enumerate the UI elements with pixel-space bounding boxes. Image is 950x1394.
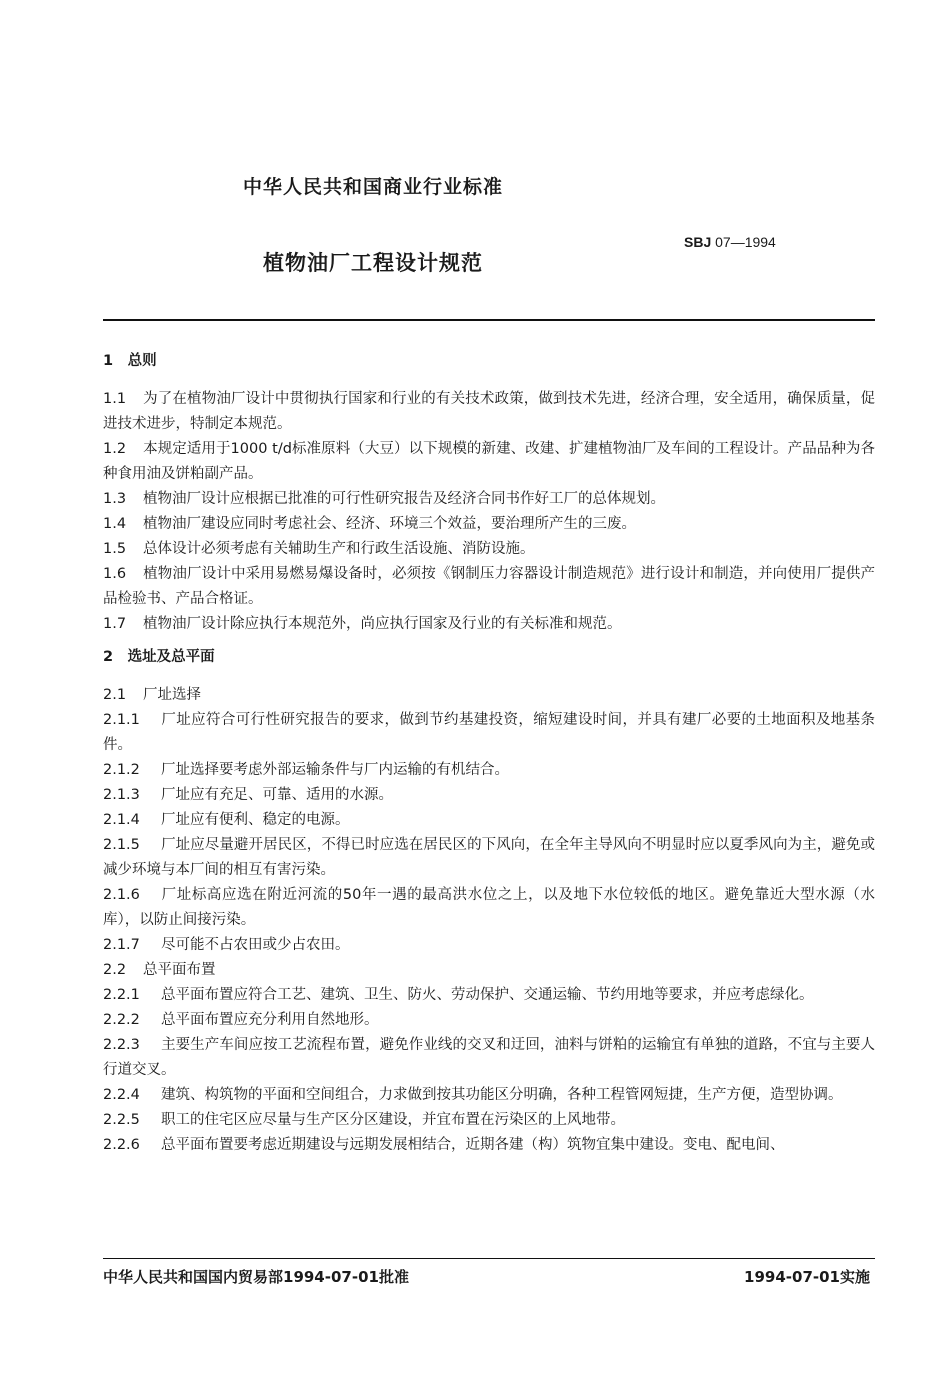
standard-code-prefix: SBJ <box>684 234 712 250</box>
clause <box>103 958 875 983</box>
clause <box>103 1108 875 1133</box>
clause <box>103 833 875 883</box>
section-1-clauses <box>103 387 875 637</box>
clause <box>103 808 875 833</box>
clause-text: 厂址应有便利、稳定的电源。 <box>161 812 350 828</box>
clause-text: 厂址应尽量避开居民区，不得已时应选在居民区的下风向，在全年主导风向不明显时应以夏季风向为主，避免或减少环境与本厂间的相互有害污染。 <box>103 837 875 878</box>
clause-number: 1.1 <box>103 391 127 407</box>
clause <box>103 783 875 808</box>
clause-text: 本规定适用于1000 t/d标准原料（大豆）以下规模的新建、改建、扩建植物油厂及车间的工程设计。产品品种为各种食用油及饼粕副产品。 <box>103 441 875 482</box>
clause-number: 2.1.3 <box>103 787 140 803</box>
clause-text: 植物油厂建设应同时考虑社会、经济、环境三个效益，要治理所产生的三废。 <box>143 516 636 532</box>
clause-number: 2.2.1 <box>103 987 140 1003</box>
clause <box>103 933 875 958</box>
clause <box>103 683 875 708</box>
clause-text: 主要生产车间应按工艺流程布置，避免作业线的交叉和迂回，油料与饼粕的运输宜有单独的道路，不宜与主要人行道交叉。 <box>103 1037 875 1078</box>
clause-number: 2.1.6 <box>103 887 140 903</box>
clause <box>103 1133 875 1158</box>
clause <box>103 387 875 437</box>
clause-text: 建筑、构筑物的平面和空间组合，力求做到按其功能区分明确，各种工程管网短捷，生产方便，造型协调。 <box>161 1087 843 1103</box>
section-1-heading: 1 总则 <box>103 353 157 369</box>
clause <box>103 487 875 512</box>
section-2-clauses <box>103 683 875 1158</box>
document-title: 植物油厂工程设计规范 <box>263 251 483 275</box>
clause-text: 总体设计必须考虑有关辅助生产和行政生活设施、消防设施。 <box>143 541 535 557</box>
clause-number: 2.2 <box>103 962 127 978</box>
clause-number: 1.4 <box>103 516 127 532</box>
standard-code-number: 07—1994 <box>715 234 776 250</box>
clause-text: 职工的住宅区应尽量与生产区分区建设，并宜布置在污染区的上风地带。 <box>161 1112 625 1128</box>
clause-number: 2.1.1 <box>103 712 140 728</box>
header-divider <box>103 319 875 321</box>
clause-number: 1.3 <box>103 491 127 507</box>
clause-text: 植物油厂设计除应执行本规范外，尚应执行国家及行业的有关标准和规范。 <box>143 616 622 632</box>
clause <box>103 708 875 758</box>
section-2-heading: 2 选址及总平面 <box>103 649 215 665</box>
clause <box>103 512 875 537</box>
clause-number: 1.6 <box>103 566 127 582</box>
clause-number: 2.1 <box>103 687 127 703</box>
clause <box>103 983 875 1008</box>
clause-number: 1.5 <box>103 541 127 557</box>
clause <box>103 612 875 637</box>
clause-number: 2.1.2 <box>103 762 140 778</box>
clause <box>103 1008 875 1033</box>
clause-text: 厂址应符合可行性研究报告的要求，做到节约基建投资，缩短建设时间，并具有建厂必要的土地面积及地基条件。 <box>103 712 875 753</box>
standard-category: 中华人民共和国商业行业标准 <box>243 176 504 198</box>
clause <box>103 1083 875 1108</box>
effective-date: 1994-07-01实施 <box>744 1268 870 1286</box>
clause-text: 植物油厂设计应根据已批准的可行性研究报告及经济合同书作好工厂的总体规划。 <box>143 491 665 507</box>
clause-text: 厂址选择 <box>143 687 201 703</box>
document-body <box>103 349 875 1158</box>
clause-number: 2.2.6 <box>103 1137 140 1153</box>
clause-number: 2.2.4 <box>103 1087 140 1103</box>
clause <box>103 562 875 612</box>
clause-number: 1.2 <box>103 441 127 457</box>
clause-number: 2.2.3 <box>103 1037 140 1053</box>
clause <box>103 758 875 783</box>
clause-text: 总平面布置要考虑近期建设与远期发展相结合，近期各建（构）筑物宜集中建设。变电、配电间、 <box>161 1137 785 1153</box>
clause-text: 总平面布置应符合工艺、建筑、卫生、防火、劳动保护、交通运输、节约用地等要求，并应考虑绿化。 <box>161 987 814 1003</box>
clause-text: 厂址选择要考虑外部运输条件与厂内运输的有机结合。 <box>161 762 509 778</box>
clause-text: 厂址标高应选在附近河流的50年一遇的最高洪水位之上，以及地下水位较低的地区。避免靠近大型水源（水库），以防止间接污染。 <box>103 887 875 928</box>
clause-number: 2.2.5 <box>103 1112 140 1128</box>
clause-number: 1.7 <box>103 616 127 632</box>
clause-number: 2.2.2 <box>103 1012 140 1028</box>
clause <box>103 1033 875 1083</box>
standard-code <box>684 234 776 250</box>
clause-text: 总平面布置 <box>143 962 216 978</box>
clause-text: 植物油厂设计中采用易燃易爆设备时，必须按《钢制压力容器设计制造规范》进行设计和制造，并向使用厂提供产品检验书、产品合格证。 <box>103 566 875 607</box>
clause-text: 为了在植物油厂设计中贯彻执行国家和行业的有关技术政策，做到技术先进，经济合理，安全适用，确保质量，促进技术进步，特制定本规范。 <box>103 391 875 432</box>
clause-number: 2.1.4 <box>103 812 140 828</box>
clause <box>103 883 875 933</box>
clause-text: 总平面布置应充分利用自然地形。 <box>161 1012 379 1028</box>
approval-note: 中华人民共和国国内贸易部1994-07-01批准 <box>103 1268 409 1286</box>
clause-text: 尽可能不占农田或少占农田。 <box>161 937 350 953</box>
clause-number: 2.1.5 <box>103 837 140 853</box>
clause <box>103 437 875 487</box>
clause-text: 厂址应有充足、可靠、适用的水源。 <box>161 787 393 803</box>
clause-number: 2.1.7 <box>103 937 140 953</box>
clause <box>103 537 875 562</box>
footer-divider <box>103 1258 875 1259</box>
